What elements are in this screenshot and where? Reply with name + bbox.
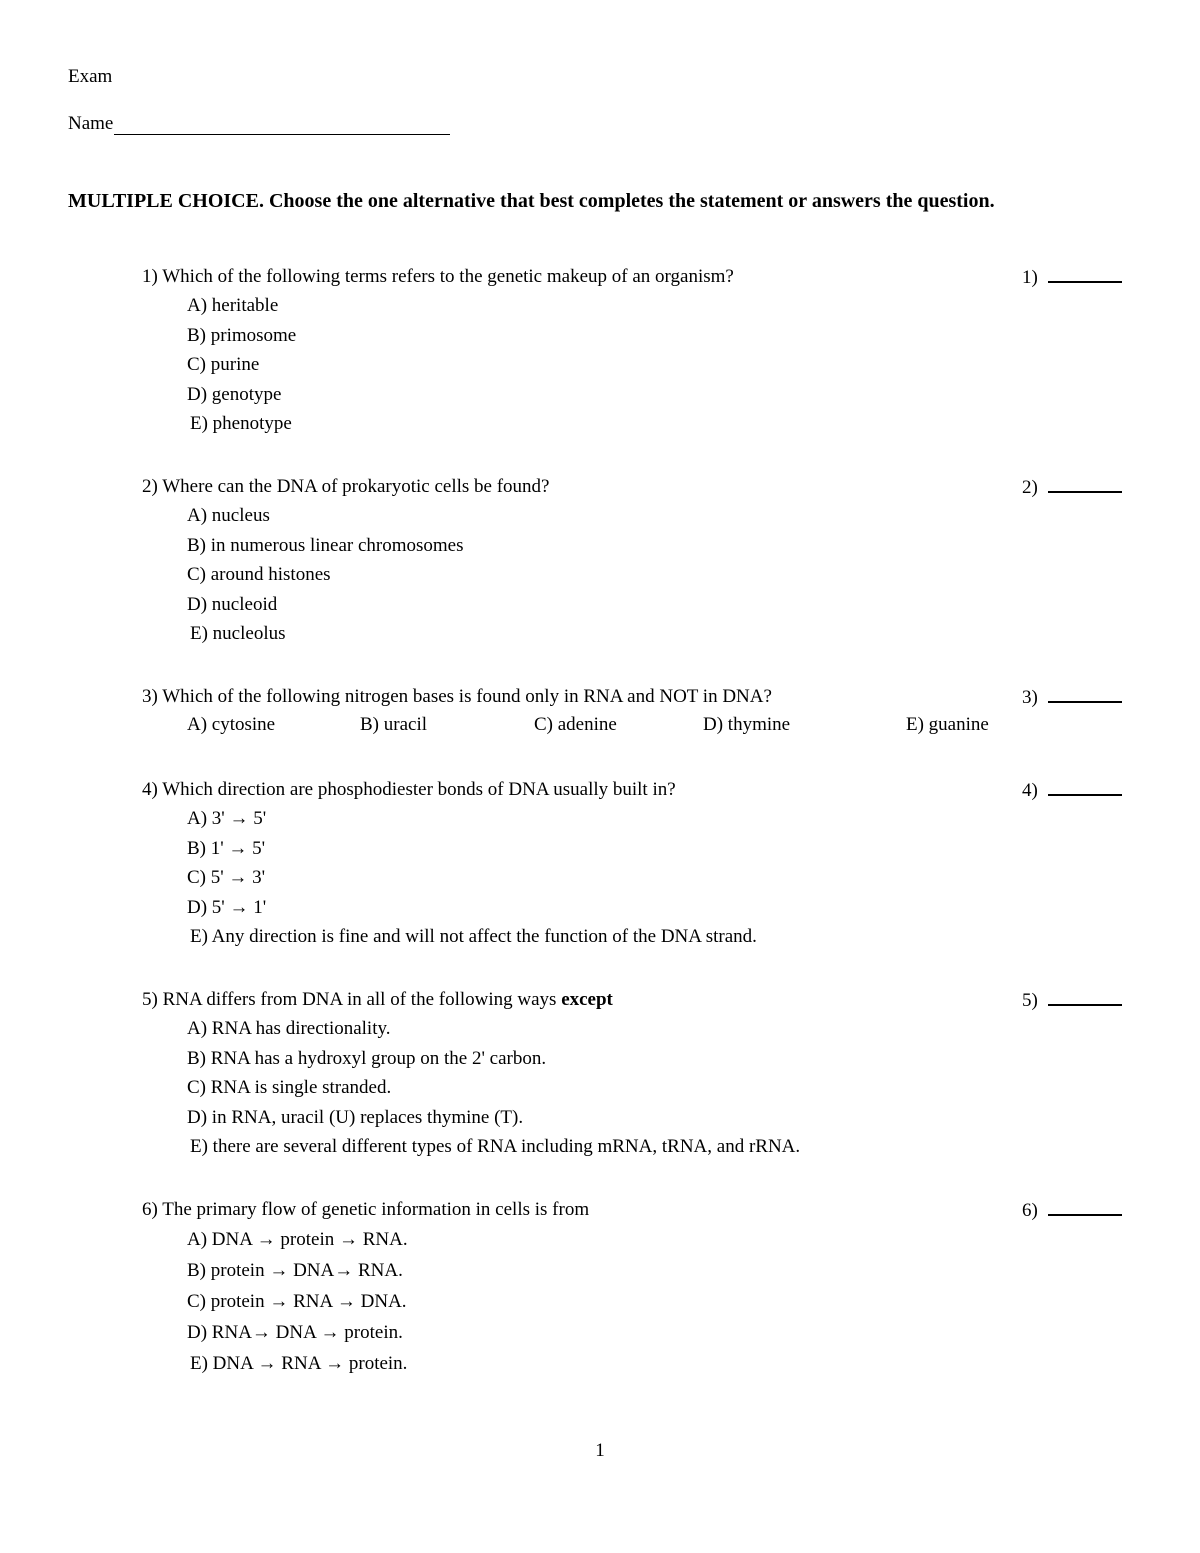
question-stem [142,776,1132,804]
option-e[interactable]: E) there are several different types of RNA including mRNA, tRNA, and rRNA. [190,1136,801,1158]
answer-slot [1022,473,1122,502]
question-stem [142,263,1132,291]
option-e[interactable]: E) nucleolus [190,623,286,645]
option-b[interactable]: B) RNA has a hydroxyl group on the 2' carbon. [187,1047,547,1069]
option-c[interactable]: C) protein → RNA → DNA. [187,1291,407,1312]
answer-slot [1022,776,1122,805]
answer-slot [1022,683,1122,712]
option-d[interactable]: D) in RNA, uracil (U) replaces thymine (T). [187,1106,524,1128]
answer-blank[interactable] [1048,263,1122,283]
answer-label: 4) [1022,780,1038,801]
question-6 [142,1196,1132,1379]
question-text: Which of the following terms refers to the genetic makeup of an organism? [162,266,734,287]
question-3 [142,683,1132,739]
option-d[interactable]: D) genotype [187,383,282,405]
question-number: 1) [142,266,158,287]
question-stem [142,683,1132,711]
option-a[interactable]: A) nucleus [187,505,270,526]
answer-label: 2) [1022,477,1038,498]
exam-title: Exam [68,66,113,87]
question-text: RNA differs from DNA in all of the following ways [162,989,557,1010]
option-a[interactable]: A) cytosine [187,714,276,735]
answer-blank[interactable] [1048,776,1122,796]
option-e[interactable]: E) guanine [906,714,989,735]
option-d[interactable]: D) thymine [703,714,791,735]
question-4 [142,776,1132,952]
instructions: MULTIPLE CHOICE. Choose the one alternative that best completes the statement or answers the question. [68,190,995,212]
option-c[interactable]: C) RNA is single stranded. [187,1077,392,1099]
option-c[interactable]: C) purine [187,354,260,376]
option-e[interactable]: E) DNA → RNA → protein. [190,1353,408,1374]
option-c[interactable]: C) 5' → 3' [187,867,266,889]
question-1 [142,263,1132,439]
answer-label: 6) [1022,1200,1038,1221]
option-b[interactable]: B) primosome [187,324,297,346]
question-text: Where can the DNA of prokaryotic cells be found? [162,476,550,497]
option-d[interactable]: D) RNA→ DNA → protein. [187,1322,403,1343]
answer-slot [1022,263,1122,292]
option-c[interactable]: C) adenine [534,714,617,735]
option-b[interactable]: B) protein → DNA→ RNA. [187,1260,403,1281]
name-label: Name [68,113,114,134]
answer-label: 1) [1022,267,1038,288]
option-b[interactable]: B) 1' → 5' [187,837,266,859]
options-list [187,291,1132,439]
option-a[interactable]: A) DNA → protein → RNA. [187,1229,408,1250]
question-5 [142,986,1132,1162]
option-a[interactable]: A) heritable [187,295,279,316]
option-b[interactable]: B) uracil [360,714,428,735]
question-2 [142,473,1132,649]
answer-slot [1022,986,1122,1015]
options-list [187,804,1132,952]
answer-slot [1022,1196,1122,1225]
options-list [187,1014,1132,1162]
options-list [187,501,1132,649]
options-list [187,1224,1132,1379]
question-text: Which of the following nitrogen bases is found only in RNA and NOT in DNA? [162,686,772,707]
question-text: Which direction are phosphodiester bonds of DNA usually built in? [162,779,676,800]
answer-blank[interactable] [1048,986,1122,1006]
question-stem [142,986,1132,1014]
question-number: 2) [142,476,158,497]
question-stem [142,473,1132,501]
name-row [68,113,450,135]
question-stem [142,1196,1132,1224]
question-number: 3) [142,686,158,707]
answer-label: 3) [1022,687,1038,708]
option-a[interactable]: A) 3' → 5' [187,808,267,829]
option-c[interactable]: C) around histones [187,564,331,586]
option-d[interactable]: D) nucleoid [187,593,278,615]
options-row [142,711,1132,739]
question-emphasis: except [561,989,613,1010]
answer-blank[interactable] [1048,1196,1122,1216]
option-d[interactable]: D) 5' → 1' [187,896,267,918]
option-e[interactable]: E) Any direction is fine and will not affect the function of the DNA strand. [190,926,757,948]
answer-label: 5) [1022,990,1038,1011]
question-number: 5) [142,989,158,1010]
question-number: 6) [142,1199,158,1220]
question-number: 4) [142,779,158,800]
option-a[interactable]: A) RNA has directionality. [187,1018,391,1039]
option-e[interactable]: E) phenotype [190,413,292,435]
question-text: The primary flow of genetic information in cells is from [162,1199,590,1220]
page-number: 1 [595,1440,605,1461]
option-b[interactable]: B) in numerous linear chromosomes [187,534,464,556]
answer-blank[interactable] [1048,473,1122,493]
answer-blank[interactable] [1048,683,1122,703]
name-field[interactable] [114,113,450,135]
